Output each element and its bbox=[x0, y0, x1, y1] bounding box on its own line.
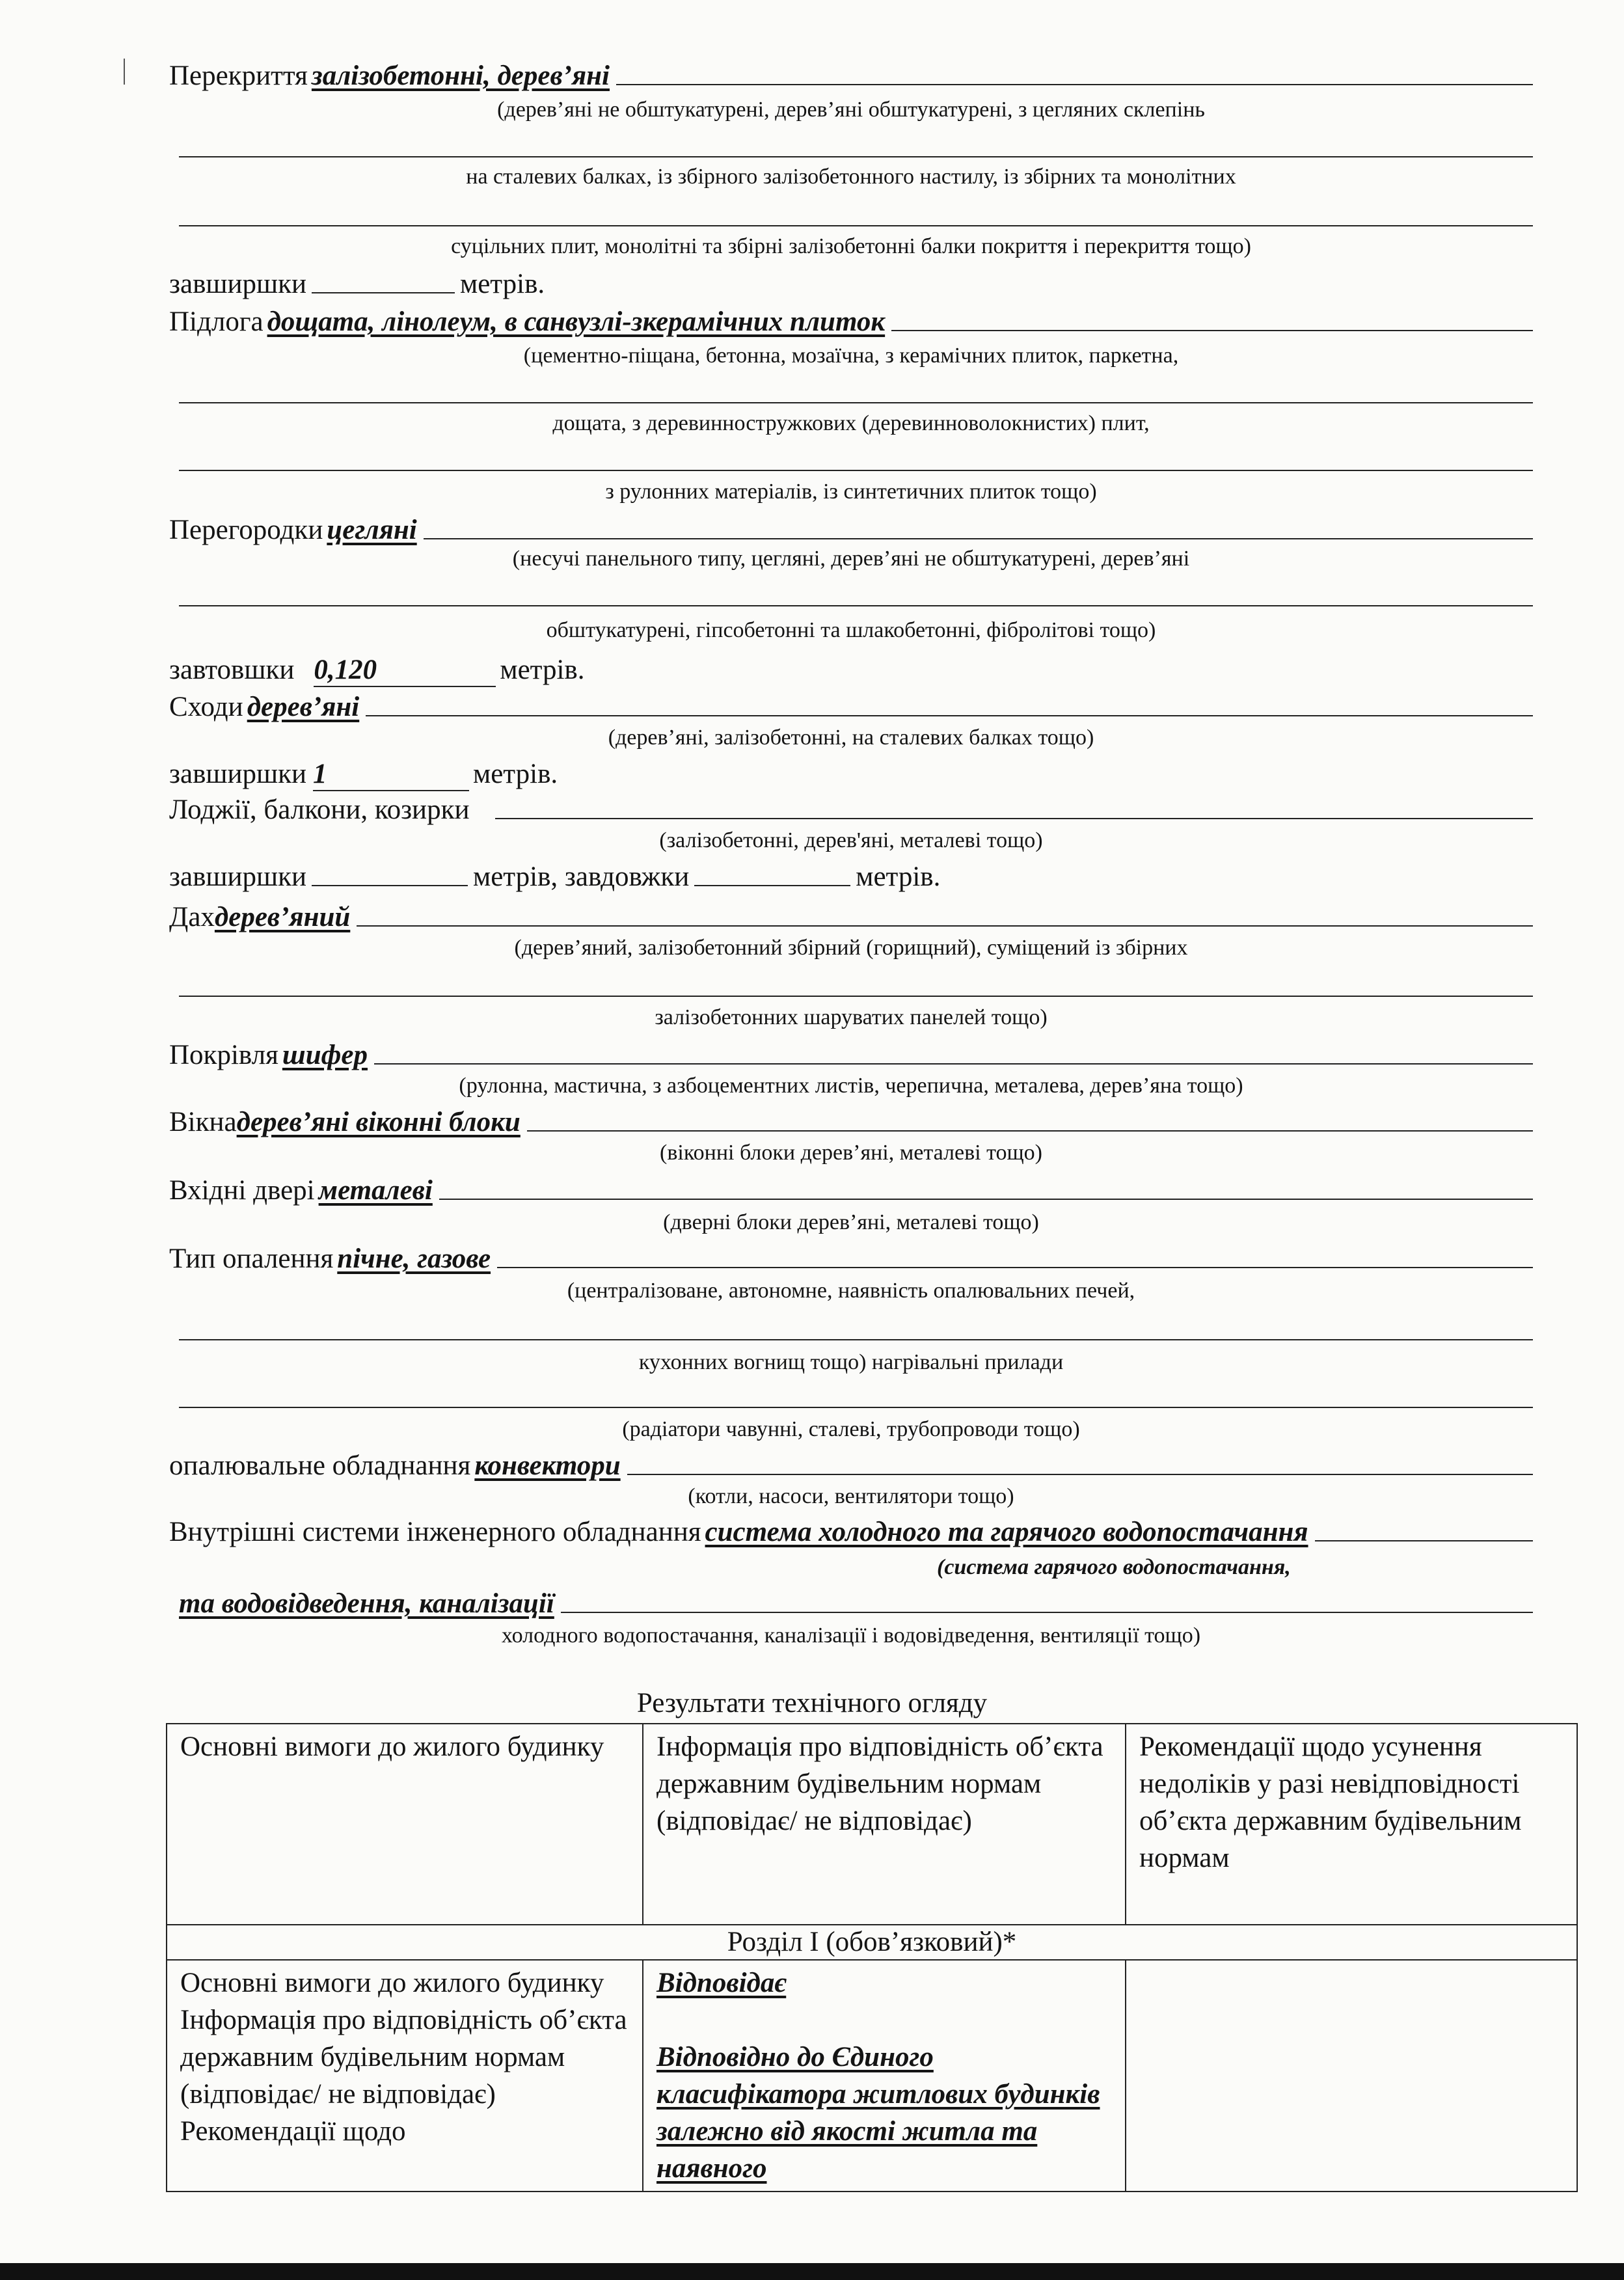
floors-rule-1 bbox=[179, 156, 1533, 157]
heating-underline bbox=[497, 1266, 1533, 1268]
results-header-compliance: Інформація про відповідність об’єкта державним будівельним нормам (відповідає/ не відповідає) bbox=[643, 1724, 1126, 1925]
loggias-row bbox=[169, 794, 1533, 826]
scan-bottom-edge bbox=[0, 2263, 1624, 2280]
stairs-width-row bbox=[169, 758, 1533, 791]
heating-hint-3: (радіатори чавунні, сталеві, трубопроводи тощо) bbox=[622, 1417, 1080, 1441]
partitions-row bbox=[169, 514, 1533, 546]
engineering-value-1: система холодного та гарячого водопостачання bbox=[705, 1517, 1308, 1547]
floors-hint-1: (дерев’яні не обштукатурені, дерев’яні обштукатурені, з цегляних склепінь bbox=[497, 98, 1205, 122]
flooring-row bbox=[169, 306, 1533, 338]
roofing-underline bbox=[374, 1063, 1533, 1065]
heating-hint-2: кухонних вогнищ тощо) нагрівальні прилади bbox=[638, 1350, 1064, 1374]
windows-row bbox=[169, 1106, 1533, 1138]
floors-hint-2: на сталевих балках, із збірного залізобетонного настилу, із збірних та монолітних bbox=[466, 165, 1236, 189]
windows-underline bbox=[527, 1130, 1533, 1132]
flooring-label: Підлога bbox=[169, 306, 264, 337]
flooring-rule-1 bbox=[179, 402, 1533, 403]
engineering-value-2: та водовідведення, каналізації bbox=[179, 1588, 554, 1619]
height-unit: метрів. bbox=[460, 269, 545, 299]
height-label: завширшки bbox=[169, 269, 307, 299]
stairs-row bbox=[169, 691, 1533, 723]
floors-row bbox=[169, 60, 1533, 92]
flooring-underline bbox=[891, 329, 1533, 331]
heating-eq-hint: (котли, насоси, вентилятори тощо) bbox=[688, 1484, 1014, 1508]
roof-hint-2: залізобетонних шаруватих панелей тощо) bbox=[655, 1005, 1048, 1029]
loggias-size-row bbox=[169, 861, 1533, 893]
doors-hint: (дверні блоки дерев’яні, металеві тощо) bbox=[663, 1210, 1039, 1234]
results-header-row bbox=[167, 1724, 1577, 1925]
thickness-row bbox=[169, 654, 1533, 687]
partitions-hint-2: обштукатурені, гіпсобетонні та шлакобетонні, фібролітові тощо) bbox=[546, 618, 1156, 642]
engineering-label: Внутрішні системи інженерного обладнання bbox=[169, 1517, 701, 1547]
results-row-compliance-note: Відповідно до Єдиного класифікатора житлових будинків залежно від якості житла та наявного bbox=[656, 2042, 1100, 2184]
roof-rule bbox=[179, 996, 1533, 997]
results-header-recommendations: Рекомендації щодо усунення недоліків у разі невідповідності об’єкта державним будівельним нормам bbox=[1126, 1724, 1577, 1925]
doors-underline bbox=[439, 1198, 1533, 1200]
thickness-unit: метрів. bbox=[500, 655, 585, 685]
partitions-label: Перегородки bbox=[169, 515, 323, 545]
roofing-hint: (рулонна, мастична, з азбоцементних листів, черепична, металева, дерев’яна тощо) bbox=[459, 1074, 1243, 1098]
windows-hint: (віконні блоки дерев’яні, металеві тощо) bbox=[660, 1141, 1042, 1165]
stairs-label: Сходи bbox=[169, 692, 243, 722]
windows-label: Вікна bbox=[169, 1107, 237, 1137]
floors-rule-2 bbox=[179, 225, 1533, 226]
partitions-underline bbox=[424, 537, 1533, 539]
doors-row bbox=[169, 1174, 1533, 1206]
heating-eq-underline bbox=[627, 1473, 1533, 1475]
results-row-recommendations bbox=[1126, 1960, 1577, 2192]
engineering-hint-1: (система гарячого водопостачання, bbox=[937, 1555, 1291, 1579]
heating-eq-row bbox=[169, 1450, 1533, 1482]
stairs-underline bbox=[366, 714, 1533, 716]
loggias-underline bbox=[495, 817, 1533, 819]
heating-label: Тип опалення bbox=[169, 1243, 334, 1274]
engineering-row bbox=[169, 1516, 1533, 1548]
results-section-row bbox=[167, 1925, 1577, 1960]
flooring-rule-2 bbox=[179, 470, 1533, 471]
engineering-underline-1 bbox=[1315, 1540, 1533, 1541]
heating-eq-value: конвектори bbox=[474, 1450, 621, 1481]
heating-value: пічне, газове bbox=[337, 1243, 491, 1274]
heating-rule-2 bbox=[179, 1407, 1533, 1408]
loggias-length-blank bbox=[694, 884, 850, 886]
stairs-value: дерев’яні bbox=[247, 692, 360, 722]
heating-rule-1 bbox=[179, 1339, 1533, 1340]
results-header-requirements: Основні вимоги до жилого будинку bbox=[167, 1724, 643, 1925]
results-table bbox=[166, 1723, 1578, 2192]
partitions-hint-1: (несучі панельного типу, цегляні, дерев’яні не обштукатурені, дерев’яні bbox=[512, 547, 1190, 571]
stairs-width-unit: метрів. bbox=[473, 759, 558, 789]
loggias-length-unit: метрів. bbox=[856, 862, 941, 892]
results-section-title: Розділ І (обов’язковий)* bbox=[167, 1925, 1577, 1960]
engineering-underline-2 bbox=[561, 1611, 1533, 1613]
results-data-row bbox=[167, 1960, 1577, 2192]
flooring-value: дощата, лінолеум, в санвузлі-зкерамічних плиток bbox=[267, 306, 886, 337]
roof-underline bbox=[357, 925, 1533, 927]
roof-label: Дах bbox=[169, 902, 215, 932]
stairs-hint: (дерев’яні, залізобетонні, на сталевих балках тощо) bbox=[608, 726, 1094, 750]
flooring-hint-3: з рулонних матеріалів, із синтетичних плиток тощо) bbox=[605, 480, 1097, 504]
loggias-width-blank bbox=[312, 884, 468, 886]
results-row-requirements: Основні вимоги до жилого будинку Інформація про відповідність об’єкта державним будівельним нормам (відповідає/ не відповідає) Рекомендації щодо bbox=[167, 1960, 643, 2192]
doors-value: металеві bbox=[318, 1175, 433, 1206]
heating-eq-label: опалювальне обладнання bbox=[169, 1450, 471, 1481]
thickness-label: завтовшки bbox=[169, 655, 295, 685]
floors-underline bbox=[616, 83, 1533, 85]
roof-value: дерев’яний bbox=[214, 902, 351, 932]
thickness-value: 0,120 bbox=[314, 654, 496, 687]
results-caption: Результати технічного огляду bbox=[636, 1688, 988, 1718]
roofing-value: шифер bbox=[282, 1040, 368, 1070]
floors-hint-3: суцільних плит, монолітні та збірні залізобетонні балки покриття і перекриття тощо) bbox=[451, 234, 1251, 258]
doors-label: Вхідні двері bbox=[169, 1175, 315, 1206]
windows-value: дерев’яні віконні блоки bbox=[236, 1107, 521, 1137]
partitions-value: цегляні bbox=[327, 515, 417, 545]
flooring-hint-2: дощата, з деревинностружкових (деревинноволокнистих) плит, bbox=[552, 411, 1150, 435]
heating-hint-1: (централізоване, автономне, наявність опалювальних печей, bbox=[567, 1279, 1135, 1303]
scan-mark bbox=[124, 59, 125, 85]
engineering-row-2 bbox=[179, 1588, 1533, 1620]
results-row-compliance-status: Відповідає bbox=[656, 1968, 787, 1998]
stairs-width-value: 1 bbox=[313, 758, 469, 791]
roofing-row bbox=[169, 1039, 1533, 1071]
loggias-label: Лоджії, балкони, козирки bbox=[169, 794, 470, 825]
flooring-hint-1: (цементно-піщана, бетонна, мозаїчна, з керамічних плиток, паркетна, bbox=[523, 344, 1179, 368]
loggias-width-label: завширшки bbox=[169, 862, 307, 892]
stairs-width-label: завширшки bbox=[169, 759, 307, 789]
floors-label: Перекриття bbox=[169, 61, 308, 91]
roofing-label: Покрівля bbox=[169, 1040, 278, 1070]
height-row bbox=[169, 268, 1533, 300]
loggias-length-label: метрів, завдовжки bbox=[473, 862, 690, 892]
results-row-compliance bbox=[643, 1960, 1126, 2192]
engineering-hint-2: холодного водопостачання, каналізації і водовідведення, вентиляції тощо) bbox=[501, 1623, 1201, 1648]
floors-value: залізобетонні, дерев’яні bbox=[311, 61, 610, 91]
loggias-hint: (залізобетонні, дерев'яні, металеві тощо) bbox=[659, 828, 1043, 852]
partitions-rule bbox=[179, 605, 1533, 606]
roof-hint-1: (дерев’яний, залізобетонний збірний (горищний), суміщений із збірних bbox=[514, 936, 1188, 960]
height-blank bbox=[312, 292, 455, 293]
heating-row bbox=[169, 1243, 1533, 1275]
roof-row bbox=[169, 901, 1533, 933]
